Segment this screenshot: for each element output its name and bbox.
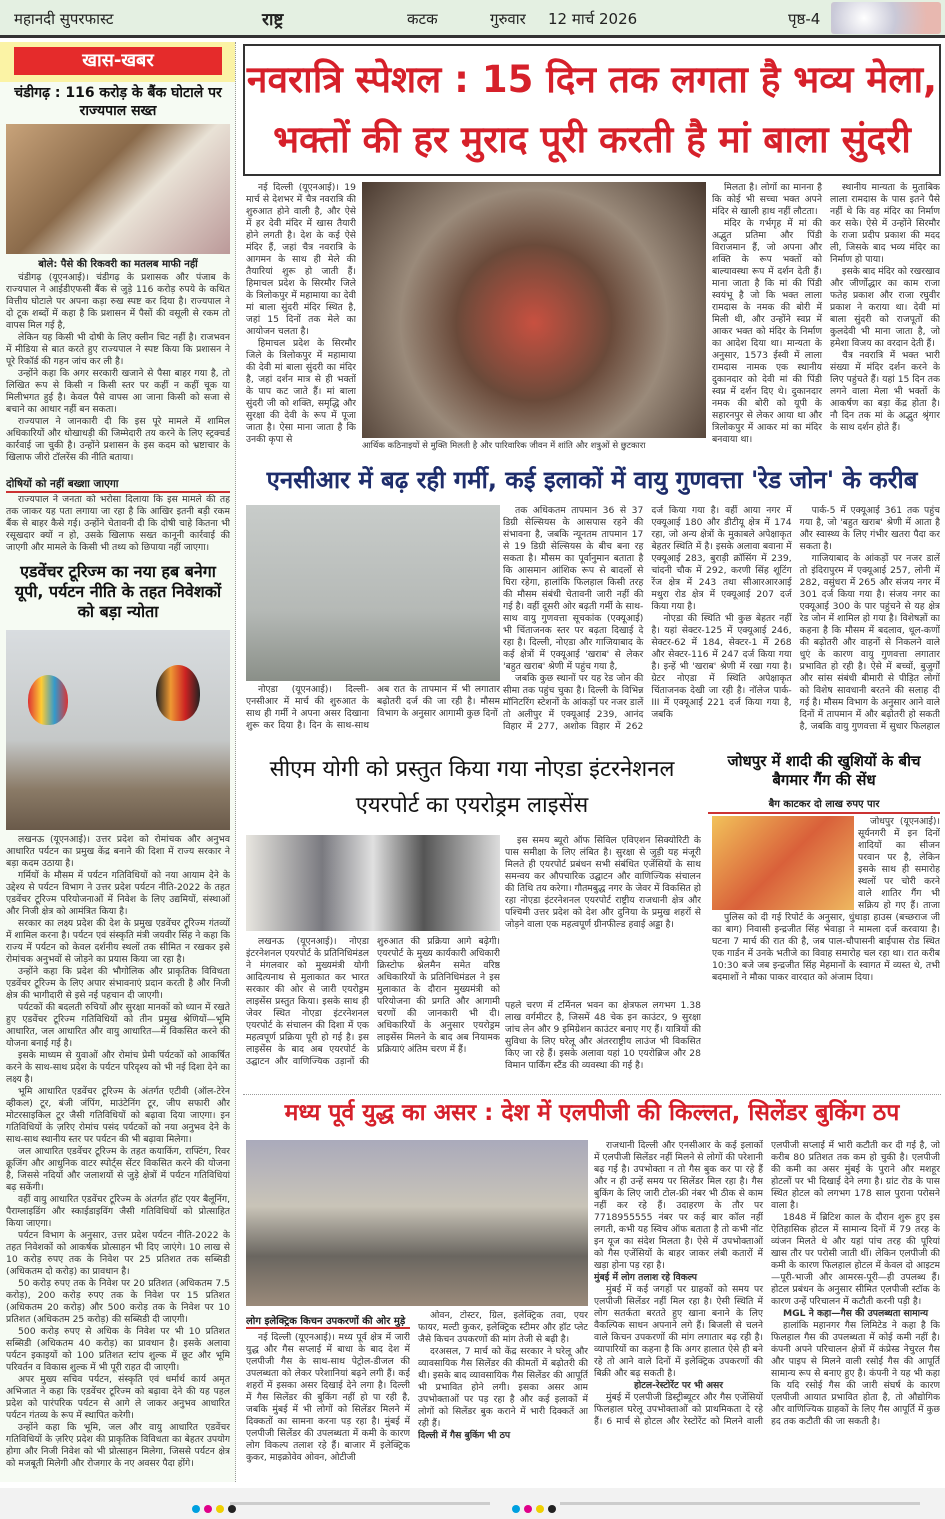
subheading: दिल्ली में गैस बुकिंग भी ठप bbox=[418, 1430, 511, 1441]
city: कटक bbox=[407, 10, 438, 28]
headline-ncr-air: एनसीआर में बढ़ रही गर्मी, कई इलाकों में वायु गुणवत्ता 'रेड जोन' के करीब bbox=[266, 466, 918, 494]
color-dots bbox=[190, 1498, 238, 1517]
khaas-khabar-badge: खास-खबर bbox=[14, 47, 222, 75]
headline-navratri: नवरात्रि स्पेशल : 15 दिन तक लगता है भव्य मेला, भक्तों की हर मुराद पूरी करती है मां बाला सुंदरी bbox=[243, 44, 941, 176]
page-number: पृष्ठ-4 bbox=[788, 10, 821, 28]
bag-thief-illustration bbox=[712, 816, 854, 910]
article-body: नई दिल्ली (यूएनआई)। मध्य पूर्व क्षेत्र में जारी युद्ध और गैस सप्लाई में बाधा के बाद देश में एलपीजी गैस के साथ-साथ पेट्रोल-डीजल की उपलब्धता को लेकर परेशानियां बढ़ने लगी हैं। कई शहरों में इसका असर दिखाई देने लगा है। दिल्ली में गैस सिलेंडर की बुकिंग नहीं हो पा रही है, जबकि मुंबई में भी लोगों को सिलेंडर मिलने में दिक्कतों का सामना करना पड़ रहा है। मुंबई में एलपीजी सिलेंडर की उपलब्धता में कमी के कारण लोग विकल्प तलाश रहे हैं। बाजार में इलेक्ट्रिक कुकर, माइक्रोवेव ओवन, ओटीजी bbox=[246, 1332, 410, 1463]
headline-adventure-tourism: एडवेंचर टूरिज्म का नया हब बनेगा यूपी, पर्यटन नीति के तहत निवेशकों को बड़ा न्योता bbox=[14, 562, 222, 621]
article-body: नई दिल्ली (यूएनआई)। 19 मार्च से देशभर में चैत्र नवरात्रि की शुरुआत होने वाली है, और ऐसे में हर देवी मंदिर में खास तैयारी होने लगती है। देश के कई ऐसे मंदिर हैं, जहां चैत्र नवरात्रि के आगमन के साथ ही मेले की तैयारियां शुरू हो जाती हैं। हिमाचल प्रदेश के सिरमौर जिले के त्रिलोकपुर में महामाया का देवी मां बाला सुंदरी मंदिर स्थित है, जहां 15 दिनों तक मेले का आयोजन चलता है। हिमाचल प्रदेश के सिरमौर जिले के त्रिलोकपुर में महामाया की देवी मां बाला सुंदरी का मंदिर है, जहां दर्शन मात्र से ही भक्तों के पाप कट जाते हैं। मां बाला सुंदरी जी को शक्ति, समृद्धि और सुरक्षा की देवी के रूप में पूजा जाता है। ऐसा माना जाता है कि उनकी कृपा से bbox=[246, 182, 356, 445]
photo-caption: बोले: पैसे की रिकवरी का मतलब माफी नहीं bbox=[38, 259, 198, 270]
article-body: राजधानी दिल्ली और एनसीआर के कई इलाकों में एलपीजी सिलेंडर नहीं मिलने से लोगों की परेशानी बढ़ गई है। उपभोक्ता न तो गैस बुक कर पा रहे हैं और न ही उन्हें समय पर सिलेंडर मिल रहा है। गैस बुकिंग के लिए जारी टोल-फ्री नंबर भी ठीक से काम नहीं कर रहे हैं। उदाहरण के तौर पर 7718955555 नंबर पर कई बार कॉल नहीं लगती, कभी यह स्विच ऑफ बताता है तो कभी नॉट इन यूज का संदेश मिलता है। ऐसे में उपभोक्ताओं को गैस एजेंसियों के बाहर जाकर लंबी कतारों में खड़ा होना पड़ रहा है। मुंबई में लोग तलाश रहे विकल्प मुंबई में कई जगहों पर ग्राहकों को समय पर एलपीजी सिलेंडर नहीं मिल रहा है। ऐसी स्थिति में लोग सतर्कता बरतते हुए खाना बनाने के लिए वैकल्पिक साधन अपनाने लगे हैं। बिजली से चलने वाले किचन उपकरणों की मांग लगातार बढ़ रही है। व्यापारियों का कहना है कि अगर हालात ऐसे ही बने रहे तो आने वाले दिनों में इलेक्ट्रिक उपकरणों की बिक्री और बढ़ सकती है। होटल-रेस्टोरेंट पर भी असर मुंबई में एलपीजी डिस्ट्रीब्यूटर और गैस एजेंसियों फिलहाल घरेलू उपभोक्ताओं को प्राथमिकता दे रहे हैं। 6 मार्च से होटल और रेस्टोरेंट को मिलने वाली एलपीजी सप्लाई में भारी कटौती कर दी गई है, जो करीब 80 प्रतिशत तक कम हो चुकी है। एलपीजी की कमी का असर मुंबई के पुराने और मशहूर होटलों पर भी दिखाई देने लगा है। ग्रांट रोड के पास स्थित होटल को लगभग 178 साल पुराना परोसने वाला है। 1848 में ब्रिटिश काल के दौरान शुरू हुए इस ऐतिहासिक होटल में सामान्य दिनों में 79 तरह के व्यंजन मिलते थे और यहां पांच तरह की पूरियां खास तौर पर परोसी जाती थीं। लेकिन एलपीजी की कमी के कारण फिलहाल होटल में केवल दो आइटम—पूरी-भाजी और आमरस-पूरी—ही उपलब्ध हैं। होटल प्रबंधन के अनुसार सीमित एलपीजी स्टॉक के कारण उन्हें परिचालन में कटौती करनी पड़ी है। MGL ने कहा—गैस की उपलब्धता सामान्य हालांकि महानगर गैस लिमिटेड ने कहा है कि फिलहाल गैस की उपलब्धता में कोई कमी नहीं है। कंपनी अपने परिचालन क्षेत्रों में कंप्रेस्ड नेचुरल गैस और पाइप से मिलने वाली रसोई गैस की आपूर्ति सामान्य रूप से बनाए हुए है। कंपनी ने यह भी कहा कि यदि रसोई गैस की जारी संघर्ष के कारण एलपीजी आयात प्रभावित होता है, तो औद्योगिक और वाणिज्यिक ग्राहकों के लिए गैस आपूर्ति में कुछ हद तक कटौती की जा सकती है। bbox=[594, 1140, 940, 1427]
paper-name: महानदी सुपरफास्ट bbox=[14, 10, 114, 28]
headline-jodhpur: जोधपुर में शादी की खुशियों के बीच बैगमार गैंग की सेंध bbox=[727, 752, 921, 789]
subheading: दोषियों को नहीं बख्शा जाएगा bbox=[6, 477, 230, 493]
governor-photo bbox=[6, 124, 230, 254]
subheading: MGL ने कहा—गैस की उपलब्धता सामान्य bbox=[782, 1308, 929, 1319]
footer-registration-marks bbox=[0, 1488, 945, 1519]
article-body: लखनऊ (यूएनआई)। उत्तर प्रदेश को रोमांचक और अनुभव आधारित पर्यटन का प्रमुख केंद्र बनाने की दिशा में राज्य सरकार ने बड़ा कदम उठाया है। गर्मियों के मौसम में पर्यटन गतिविधियों को नया आयाम देने के उद्देश्य से पर्यटन विभाग ने उत्तर प्रदेश पर्यटन नीति-2022 के तहत एडवेंचर टूरिज्म परियोजनाओं में निवेश के लिए उद्यमियों, संस्थाओं और निजी क्षेत्र को आमंत्रित किया है। सरकार का लक्ष्य प्रदेश की देश के प्रमुख एडवेंचर टूरिज्म गंतव्यों में शामिल करना है। पर्यटन एवं संस्कृति मंत्री जयवीर सिंह ने कहा कि राज्य में पर्यटन को केवल दर्शनीय स्थलों तक सीमित न रखकर इसे रोमांचक अनुभवों से जोड़ने का प्रयास किया जा रहा है। उन्होंने कहा कि प्रदेश की भौगोलिक और प्राकृतिक विविधता एडवेंचर टूरिज्म के लिए अपार संभावनाएं प्रदान करती है और निजी क्षेत्र की भागीदारी से इसे नई पहचान दी जाएगी। पर्यटकों की बदलती रुचियों और सुरक्षा मानकों को ध्यान में रखते हुए एडवेंचर टूरिज्म गतिविधियों को तीन प्रमुख श्रेणियों—भूमि आधारित, जल आधारित और वायु आधारित—में विकसित करने की योजना बनाई गई है। इसके माध्यम से युवाओं और रोमांच प्रेमी पर्यटकों को आकर्षित करने के साथ-साथ प्रदेश के पर्यटन परिदृश्य को भी नई दिशा देने का लक्ष्य है। भूमि आधारित एडवेंचर टूरिज्म के अंतर्गत एटीवी (ऑल-टेरेन व्हीकल) टूर, बंजी जंपिंग, माउंटेनिंग टूर, जीप सफारी और मोटरसाइकिल टूर जैसी गतिविधियों को बढ़ावा दिया जाएगा। इन गतिविधियों के ज़रिए रोमांच पसंद पर्यटकों को नया अनुभव देने के साथ-साथ स्थानीय स्तर पर पर्यटन की भी बढ़ावा मिलेगा। जल आधारित एडवेंचर टूरिज्म के तहत कयाकिंग, राफ्टिंग, रिवर क्रूजिंग और आधुनिक वाटर स्पोर्ट्स सेंटर विकसित करने की योजना है, जिससे नदियों और जलाशयों से जुड़े क्षेत्रों में पर्यटन गतिविधियां बढ़ सकेंगी। वहीं वायु आधारित एडवेंचर टूरिज्म के अंतर्गत हॉट एयर बैलूनिंग, पैराग्लाइडिंग और स्काईडाइविंग जैसी गतिविधियों को प्रोत्साहित किया जाएगा। पर्यटन विभाग के अनुसार, उत्तर प्रदेश पर्यटन नीति-2022 के तहत निवेशकों को आकर्षक प्रोत्साहन भी दिए जाएंगे। 10 लाख से 10 करोड़ रुपए तक के निवेश पर 25 प्रतिशत तक सब्सिडी (अधिकतम दो करोड़) का प्रावधान है। 50 करोड़ रुपए तक के निवेश पर 20 प्रतिशत (अधिकतम 7.5 करोड़), 200 करोड़ रुपए तक के निवेश पर 15 प्रतिशत (अधिकतम 20 करोड़) और 500 करोड़ तक के निवेश पर 10 प्रतिशत (अधिकतम 25 करोड़) की सब्सिडी दी जाएगी। 500 करोड़ रुपए से अधिक के निवेश पर भी 10 प्रतिशत सब्सिडी (अधिकतम 40 करोड़) का प्रावधान है। इसके अलावा पर्यटन इकाइयों को 100 प्रतिशत स्टांप शुल्क में छूट और भूमि परिवर्तन व विकास शुल्क में भी पूरी राहत दी जाएगी। अपर मुख्य सचिव पर्यटन, संस्कृति एवं धर्मार्थ कार्य अमृत अभिजात ने कहा कि एडवेंचर टूरिज्म को बढ़ावा देने की यह पहल प्रदेश को पारंपरिक पर्यटन से आगे ले जाकर अनुभव आधारित पर्यटन गंतव्य के रूप में स्थापित करेगी। उन्होंने कहा कि भूमि, जल और वायु आधारित एडवेंचर गतिविधियों के ज़रिए प्रदेश की प्राकृतिक विविधता का बेहतर उपयोग होगा और निजी निवेश को भी प्रोत्साहन मिलेगा, जिससे पर्यटन क्षेत्र को मजबूती मिलेगी और रोजगार के नए अवसर पैदा होंगे। bbox=[6, 834, 230, 1469]
subheading: मुंबई में लोग तलाश रहे विकल्प bbox=[594, 1272, 697, 1283]
article-body: पहले चरण में टर्मिनल भवन का क्षेत्रफल लगभग 1.38 लाख वर्गमीटर है, जिसमें 48 चेक इन काउंटर, 9 सुरक्षा जांच लेन और 9 इमिग्रेशन काउंटर बनाए गए हैं। यात्रियों की सुविधा के लिए घरेलू और अंतरराष्ट्रीय लाउंज भी विकसित किए जा रहे हैं। इसके अलावा यहां 10 एयरोब्रिज और 28 विमान पार्किंग स्टैंड की व्यवस्था की गई है। bbox=[505, 1000, 701, 1071]
photo-caption: आर्थिक कठिनाइयों से मुक्ति मिलती है और पारिवारिक जीवन में शांति और शत्रुओं से छुटकारा bbox=[362, 441, 646, 451]
cm-yogi-photo bbox=[246, 835, 500, 931]
left-column bbox=[0, 42, 236, 1482]
article-body: ओवन, टोस्टर, ग्रिल, इलेक्ट्रिक तवा, एयर फायर, मल्टी कुकर, इलेक्ट्रिक स्टीमर और हॉट प्लेट जैसे किचन उपकरणों की मांग तेजी से बढ़ी है। दरअसल, 7 मार्च को केंद्र सरकार ने घरेलू और व्यावसायिक गैस सिलेंडर की कीमतों में बढ़ोतरी की थी। इसके बाद व्यावसायिक गैस सिलेंडर की आपूर्ति भी प्रभावित होने लगी। इसका असर आम उपभोक्ताओं पर पड़ रहा है और कई इलाकों में लोगों को सिलेंडर बुक कराने में भारी दिक्कतें आ रही हैं। दिल्ली में गैस बुकिंग भी ठप bbox=[418, 1310, 588, 1441]
article-body: पुलिस को दी गई रिपोर्ट के अनुसार, धुंधाड़ा हाउस (बच्छराज जी का बाग) निवासी इन्द्रजीत सिंह भेवाड़ा ने मामला दर्ज करवाया है। घटना 7 मार्च की रात की है, जब पाल-चौपासनी बाईपास रोड स्थित एक गार्डन में उनके भतीजे का विवाह समारोह चल रहा था। रात करीब 10:30 बजे जब इन्द्रजीत सिंह मेहमानों के स्वागत में व्यस्त थे, तभी बदमाशों ने मौका पाकर वारदात को अंजाम दिया। bbox=[712, 912, 940, 983]
day: गुरुवार bbox=[490, 10, 526, 28]
masthead bbox=[0, 0, 945, 38]
headline-lpg-shortage: मध्य पूर्व युद्ध का असर : देश में एलपीजी की किल्लत, सिलेंडर बुकिंग ठप bbox=[243, 1094, 941, 1131]
headline-noida-airport: सीएम योगी को प्रस्तुत किया गया नोएडा इंटरनेशनल एयरपोर्ट का एयरोड्रम लाइसेंस bbox=[269, 757, 675, 818]
section-name: राष्ट्र bbox=[262, 10, 284, 30]
article-body: जोधपुर (यूएनआई)। सूर्यनगरी में इन दिनों शादियों का सीजन परवान पर है, लेकिन इसके साथ ही समारोह स्थलों पर चोरी करने वाले शातिर गैंग भी सक्रिय हो गए हैं। ताजा bbox=[858, 816, 940, 910]
headline-bank-scam: चंडीगढ़ : 116 करोड़ के बैंक घोटाले पर राज्यपाल सख्त bbox=[14, 85, 222, 119]
gas-agency-queue-photo bbox=[246, 1140, 588, 1306]
hot-air-balloon-photo bbox=[6, 630, 230, 830]
temple-deity-photo bbox=[362, 182, 706, 438]
date: 12 मार्च 2026 bbox=[548, 10, 638, 28]
smog-city-photo bbox=[246, 505, 500, 681]
article-body: नोएडा (यूएनआई)। दिल्ली-एनसीआर में मार्च की शुरुआत के साथ ही गर्मी ने अपना असर दिखाना शुरू कर दिया है। दिन के साथ-साथ अब रात के तापमान में भी लगातार बढ़ोतरी दर्ज की जा रही है। मौसम विभाग के अनुसार आगामी कुछ दिनों bbox=[246, 684, 500, 731]
article-body: मिलता है। लोगों का मानना है कि कोई भी सच्चा भक्त अपने मंदिर से खाली हाथ नहीं लौटता। मंदिर के गर्भगृह में मां की अद्भुत प्रतिमा और पिंडी विराजमान हैं, जो अपना और शक्ति के रूप भक्तों को बाल्यावस्था रूप में दर्शन देती हैं। माना जाता है कि मां की पिंडी स्वयंभू है जो कि भक्त लाला रामदास के नमक की बोरी में मिली थी, और उन्होंने स्वप्न में आकर भक्त को मंदिर के निर्माण का आदेश दिया था। मान्यता के अनुसार, 1573 ईस्वी में लाला रामदास नामक एक स्थानीय दुकानदार को देवी मां की पिंडी स्वप्न में दर्शन दिए थे। दुकानदार नमक की बोरी को यूपी के सहारनपुर से लेकर आया था और त्रिलोकपुर में आकर मां का मंदिर बनवाया था। स्थानीय मान्यता के मुताबिक लाला रामदास के पास इतने पैसे नहीं थे कि वह मंदिर का निर्माण कर सके। ऐसे में उन्होंने सिरमौर के राजा प्रदीप प्रकाश की मदद ली, जिसके बाद भव्य मंदिर का निर्माण हो पाया। इसके बाद मंदिर को रखरखाव और जीर्णोद्धार का काम राजा फतेह प्रकाश और राजा रघुवीर प्रकाश ने कराया था। देवी मां बाला सुंदरी को राजपूतों की कुलदेवी भी माना जाता है, जो हमेशा विजय का वरदान देती हैं। चैत्र नवरात्रि में भक्त भारी संख्या में मंदिर दर्शन करने के लिए पहुंचते हैं। यहां 15 दिन तक लगने वाला मेला भी भक्तों के आकर्षण का बड़ा केंद्र होता है। नौ दिन तक मां के अद्भुत श्रृंगार के साथ दर्शन होते हैं। bbox=[712, 182, 940, 445]
subheading: होटल-रेस्टोरेंट पर भी असर bbox=[633, 1380, 724, 1391]
article-body: इस समय ब्यूरो ऑफ सिविल एविएशन सिक्योरिटी के पास समीक्षा के लिए लंबित है। सुरक्षा से जुड़ी यह मंजूरी मिलते ही एयरपोर्ट प्रबंधन सभी संबंधित एजेंसियों के साथ समन्वय कर औपचारिक उद्घाटन और वाणिज्यिक संचालन की तिथि तय करेगा। गौतमबुद्ध नगर के जेवर में विकसित हो रहा नोएडा इंटरनेशनल एयरपोर्ट राष्ट्रीय राजधानी क्षेत्र और पश्चिमी उत्तर प्रदेश को देश और दुनिया के प्रमुख शहरों से जोड़ने वाला एक महत्वपूर्ण ग्रीनफील्ड हवाई अड्डा है। bbox=[505, 835, 701, 930]
jodhpur-subhead: बैग काटकर दो लाख रुपए पार bbox=[708, 796, 940, 814]
article-body: चंडीगढ़ (यूएनआई)। चंडीगढ़ के प्रशासक और पंजाब के राज्यपाल ने आईडीएफसी बैंक से जुड़े 116 करोड़ रुपये के कथित वित्तीय घोटाले पर अपना कड़ा रुख स्पष्ट कर दिया है। राज्यपाल ने दो टूक शब्दों में कहा है कि प्रशासन में पैसों की वसूली से रकम तो वापस मिल गई है, लेकिन यह किसी भी दोषी के लिए क्लीन चिट नहीं है। राजभवन में मीडिया से बात करते हुए राज्यपाल ने स्पष्ट किया कि प्रशासन ने पूरे रिकॉर्ड की गहन जांच कर ली है। उन्होंने कहा कि अगर सरकारी खजाने से पैसा बाहर गया है, तो लिखित रूप से किसी न किसी स्तर पर कहीं न कहीं चूक या मिलीभगत हुई है। केवल पैसे वापस आ जाना किसी को सजा से बचाने का आधार नहीं बन सकता। राज्यपाल ने जानकारी दी कि इस पूरे मामले में शामिल अधिकारियों और धोखाधड़ी की जिम्मेदारी तय करने के लिए स्ट्रक्चर्ड कार्रवाई जा चुकी है। उन्होंने प्रशासन के इस कदम को भ्रष्टाचार के खिलाफ जीरो टॉलरेंस की नीति बताया। bbox=[6, 272, 230, 463]
article-body: तक अधिकतम तापमान 36 से 37 डिग्री सेल्सियस के आसपास रहने की संभावना है, जबकि न्यूनतम तापमान 17 से 19 डिग्री सेल्सियस के बीच बना रह सकता है। मौसम का पूर्वानुमान बताता है कि आसमान आंशिक रूप से बादलों से घिरा रहेगा, हालांकि फिलहाल किसी तरह की मौसम संबंधी चेतावनी जारी नहीं की गई है। वहीं दूसरी ओर बढ़ती गर्मी के साथ-साथ वायु गुणवत्ता सूचकांक (एक्यूआई) भी चिंताजनक स्तर पर बढ़ता दिखाई दे रहा है। दिल्ली, नोएडा और गाजियाबाद के कई क्षेत्रों में एक्यूआई 'खराब' से लेकर 'बहुत खराब' श्रेणी में पहुंच गया है, जबकि कुछ स्थानों पर यह रेड जोन की सीमा तक पहुंच चुका है। दिल्ली के विभिन्न मॉनिटरिंग स्टेशनों के आंकड़ों पर नजर डालें तो अलीपुर में एक्यूआई 239, आनंद विहार में 277, अशोक विहार में 262 दर्ज किया गया है। वहीं आया नगर में एक्यूआई 180 और डीटीयू क्षेत्र में 174 रहा, जो अन्य क्षेत्रों के मुकाबले अपेक्षाकृत बेहतर स्थिति में है। इसके अलावा बवाना में एक्यूआई 283, बुराड़ी क्रॉसिंग में 239, चांदनी चौक में 292, करणी सिंह शूटिंग रेंज क्षेत्र में 243 तथा सीआरआरआई मथुरा रोड क्षेत्र में एक्यूआई 207 दर्ज किया गया है। नोएडा की स्थिति भी कुछ बेहतर नहीं है। यहां सेक्टर-125 में एक्यूआई 246, सेक्टर-62 में 184, सेक्टर-1 में 268 और सेक्टर-116 में 247 दर्ज किया गया है। इन्हें भी 'खराब' श्रेणी में रखा गया है। ग्रेटर नोएडा में स्थिति अपेक्षाकृत चिंताजनक देखी जा रही है। नॉलेज पार्क-III में एक्यूआई 221 दर्ज किया गया है, जबकि पार्क-5 में एक्यूआई 361 तक पहुंच गया है, जो 'बहुत खराब' श्रेणी में आता है और स्वास्थ्य के लिए गंभीर खतरा पैदा कर सकता है। गाजियाबाद के आंकड़ों पर नजर डालें तो इंदिरापुरम में एक्यूआई 257, लोनी में 282, वसुंधरा में 265 और संजय नगर में 301 दर्ज किया गया है। संजय नगर का एक्यूआई 300 के पार पहुंचने से यह क्षेत्र रेड जोन में शामिल हो गया है। विशेषज्ञों का कहना है कि मौसम में बदलाव, धूल-कणों की बढ़ोतरी और वाहनों से निकलने वाले धुएं के कारण वायु गुणवत्ता लगातार प्रभावित हो रही है। ऐसे में बच्चों, बुजुर्गों और सांस संबंधी बीमारी से पीड़ित लोगों को विशेष सावधानी बरतने की सलाह दी गई है। मौसम विभाग के अनुसार आने वाले दिनों में तापमान में और बढ़ोतरी हो सकती है, जबकि वायु गुणवत्ता में सुधार फिलहाल bbox=[503, 505, 940, 732]
national-news-logo bbox=[831, 2, 941, 34]
article-body: लखनऊ (यूएनआई)। नोएडा इंटरनेशनल एयरपोर्ट के प्रतिनिधिमंडल ने मंगलवार को मुख्यमंत्री योगी आदित्यनाथ से मुलाकात कर भारत सरकार की ओर से जारी एयरोड्रम लाइसेंस प्रस्तुत किया। इसके साथ ही जेवर स्थित नोएडा इंटरनेशनल एयरपोर्ट के संचालन की दिशा में एक महत्वपूर्ण प्रक्रिया पूरी हो गई है। इस लाइसेंस के बाद अब एयरपोर्ट के उद्घाटन और वाणिज्यिक उड़ानों की शुरुआत की प्रक्रिया आगे बढ़ेगी। एयरपोर्ट के मुख्य कार्यकारी अधिकारी क्रिस्टोफ श्नेलमैन समेत वरिष्ठ अधिकारियों के प्रतिनिधिमंडल ने इस मुलाकात के दौरान मुख्यमंत्री को परियोजना की प्रगति और आगामी चरणों की जानकारी भी दी। अधिकारियों के अनुसार एयरोड्रम लाइसेंस मिलने के बाद अब नियामक प्रक्रियाएं अंतिम चरण में हैं। bbox=[246, 936, 500, 1067]
photo-subhead: लोग इलेक्ट्रिक किचन उपकरणों की ओर मुड़े bbox=[246, 1313, 410, 1329]
article-body: राज्यपाल ने जनता को भरोसा दिलाया कि इस मामले की तह तक जाकर यह पता लगाया जा रहा है कि आखिर इतनी बड़ी रकम बैंक से बाहर कैसे गई। उन्होंने चेतावनी दी कि दोषी चाहे कितना भी रसूखदार क्यों न हो, उसके खिलाफ सख्त कानूनी कार्रवाई की जाएगी और मामले के किसी भी तथ्य को छिपाया नहीं जाएगा। bbox=[6, 494, 230, 553]
